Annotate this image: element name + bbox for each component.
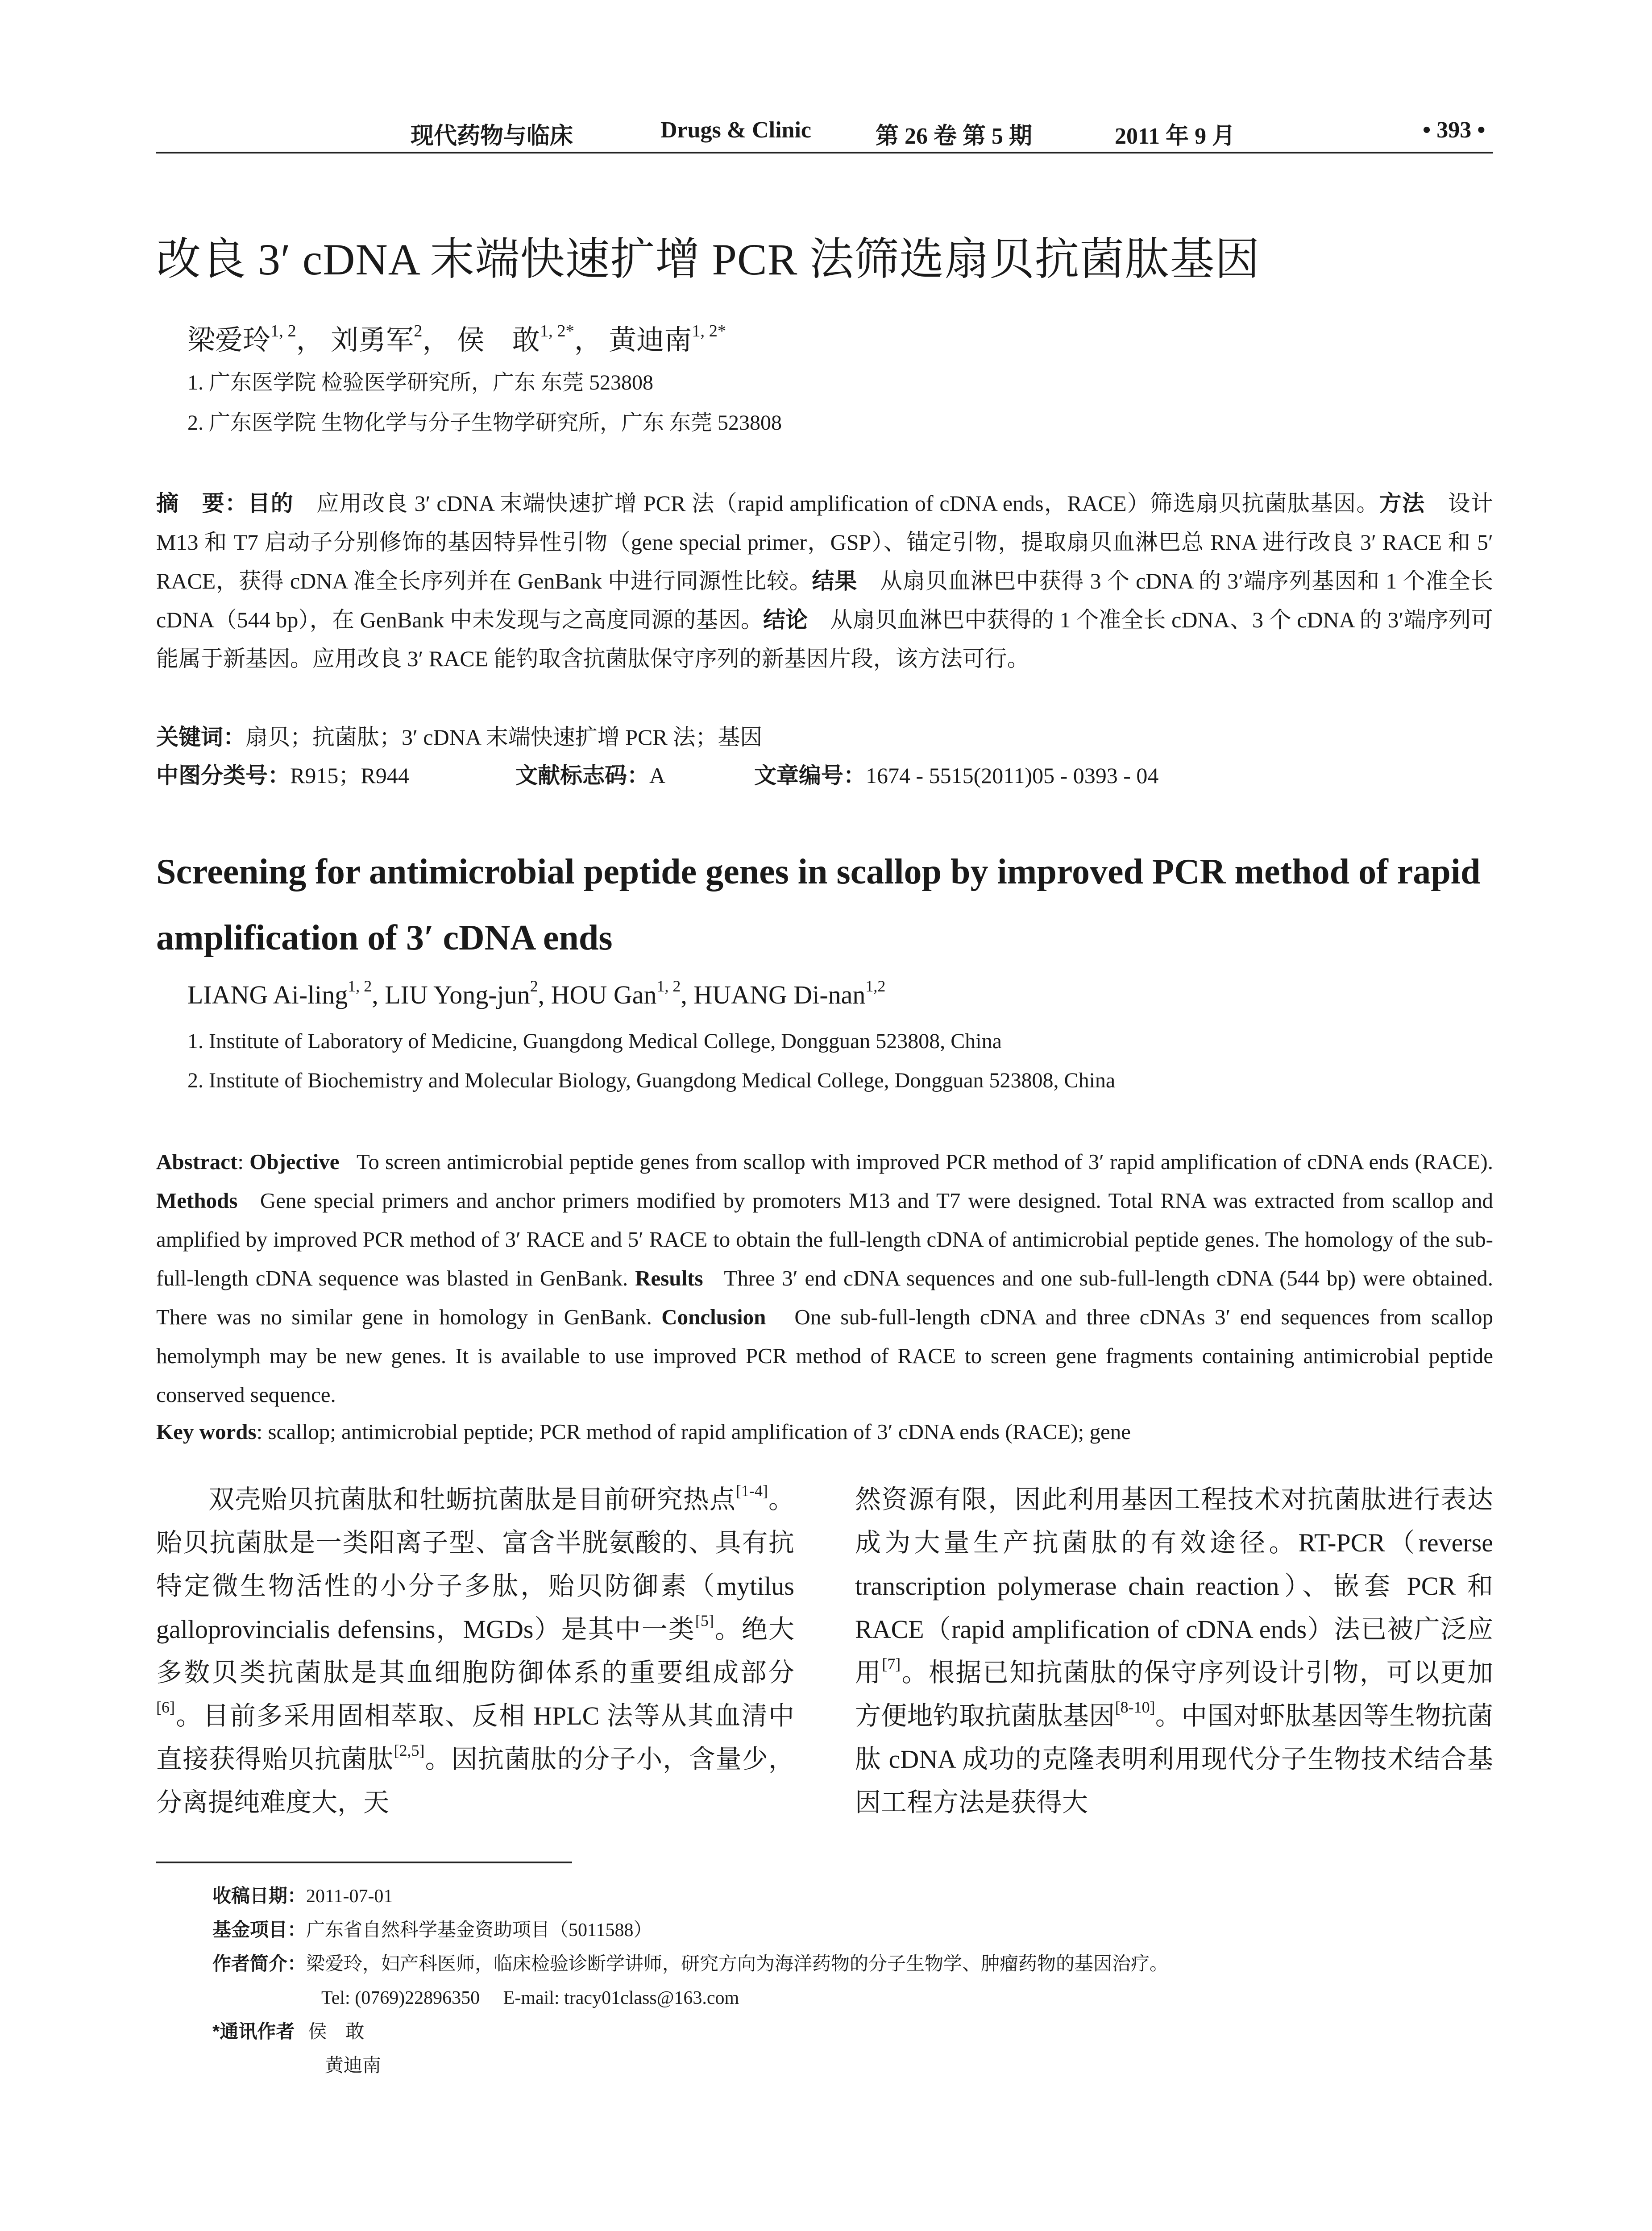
keywords-en: Key words: scallop; antimicrobial peptide; PCR method of rapid amplification of 3′ cDNA ends (RACE); gene bbox=[156, 1419, 1131, 1444]
citation: [6] bbox=[156, 1698, 175, 1717]
methods-text: 设计 M13 和 T7 启动子分别修饰的基因特异性引物（gene special primer，GSP）、锚定引物，提取扇贝血淋巴总 RNA 进行改良 3′ RACE 和 5′ RACE，获得 cDNA 准全长序列并在 GenBank 中进行同源性比较。 bbox=[156, 491, 1494, 593]
bio-label: 作者简介： bbox=[212, 1953, 307, 1974]
affiliation-en-1: 1. Institute of Laboratory of Medicine, Guangdong Medical College, Dongguan 523808, China bbox=[187, 1029, 1002, 1053]
objective-label: 目的 bbox=[248, 491, 294, 516]
document-code bbox=[515, 758, 665, 790]
received-label: 收稿日期： bbox=[212, 1885, 307, 1906]
article-number-value: 1674 - 5515(2011)05 - 0393 - 04 bbox=[866, 763, 1159, 788]
footnote-rule bbox=[156, 1862, 572, 1863]
authors-cn: 梁爱玲$^{1, 2}$， 刘勇军$^2$， 侯 敢$^{1, 2*}$， 黄迪南$^{1, 2*}$ bbox=[187, 322, 726, 356]
body-column-right bbox=[855, 1478, 1493, 1824]
body-text: 。中国对虾肽基因等生物抗菌肽 cDNA 成功的克隆表明利用现代分子生物技术结合基因工程方法是获得大 bbox=[855, 1701, 1493, 1817]
keywords-label: 关键词： bbox=[156, 725, 245, 750]
author-name: 黄迪南 bbox=[609, 325, 692, 356]
body-text: 双壳贻贝抗菌肽和牡蛎抗菌肽是目前研究热点 bbox=[208, 1485, 736, 1514]
objective-label: Objective bbox=[249, 1149, 340, 1174]
results-label: Results bbox=[635, 1266, 703, 1290]
doc-code-label: 文献标志码： bbox=[515, 763, 649, 788]
bio-text: 梁爱玲，妇产科医师，临床检验诊断学讲师，研究方向为海洋药物的分子生物学、肿瘤药物的基因治疗。 bbox=[306, 1954, 1169, 1974]
abstract-en: Abstract: Objective To screen antimicrobial peptide genes from scallop with improved PCR method of 3′ rapid amplification of cDNA ends (RACE). Methods Gene special primers and anchor primers modified by promoters M13 and T7 were designed. Total RNA was extracted from scallop and amplified by improved PCR method of 3′ RACE and 5′ RACE to obtain the full-length cDNA of antimicrobial peptide genes. The homology of the sub-full-length cDNA sequence was blasted in GenBank. Results Three 3′ end cDNA sequences and one sub-full-length cDNA (544 bp) were obtained. There was no similar gene in homology in GenBank. Conclusion One sub-full-length cDNA and three cDNAs 3′ end sequences from scallop hemolymph may be new genes. It is available to use improved PCR method of RACE to screen gene fragments containing antimicrobial peptide conserved sequence. bbox=[156, 1149, 1494, 1407]
author-affiliation-mark: 1, 2* bbox=[540, 322, 574, 341]
body-text: 。贻贝抗菌肽是一类阳离子型、富含半胱氨酸的、具有抗特定微生物活性的小分子多肽，贻贝防御素（mytilus galloprovincialis defensins，MGDs）是其中一类 bbox=[156, 1485, 794, 1644]
results-label: 结果 bbox=[812, 568, 858, 593]
received-date: 2011-07-01 bbox=[306, 1886, 393, 1907]
article-number bbox=[754, 758, 1158, 790]
conclusion-label: 结论 bbox=[763, 607, 808, 632]
corresponding-author-1: 侯 敢 bbox=[308, 2022, 365, 2042]
classification-cn bbox=[156, 758, 409, 790]
author-affiliation-mark: 1, 2 bbox=[656, 977, 681, 995]
volume-issue: 第 26 卷 第 5 期 bbox=[876, 124, 1033, 149]
body-text: 。目前多采用固相萃取、反相 HPLC 法等从其血清中直接获得贻贝抗菌肽 bbox=[156, 1701, 794, 1774]
author-name: 梁爱玲 bbox=[187, 325, 271, 356]
citation: [1-4] bbox=[736, 1482, 768, 1500]
title-en: Screening for antimicrobial peptide genes in scallop by improved PCR method of rapid amplification of 3′ cDNA ends bbox=[156, 852, 1481, 958]
clc-label: 中图分类号： bbox=[156, 763, 290, 788]
methods-text: Gene special primers and anchor primers modified by promoters M13 and T7 were designed. Total RNA was extracted from scallop and amplified by improved PCR method of 3′ RACE and 5′ RACE to obtain the full-length cDNA of antimicrobial peptide genes. The homology of the sub-full-length cDNA sequence was blasted in GenBank. bbox=[156, 1188, 1493, 1290]
authors-en: LIANG Ai-ling$^{1, 2}$, LIU Yong-jun$^2$, HOU Gan$^{1, 2}$, HUANG Di-nan$^{1,2}$ bbox=[187, 977, 886, 1009]
conclusion-text: 从扇贝血淋巴中获得的 1 个准全长 cDNA、3 个 cDNA 的 3′端序列可能属于新基因。应用改良 3′ RACE 能钓取含抗菌肽保守序列的新基因片段，该方法可行。 bbox=[156, 607, 1494, 671]
author-name: LIU Yong-jun bbox=[385, 980, 530, 1009]
results-text: Three 3′ end cDNA sequences and one sub-full-length cDNA (544 bp) were obtained. There was no similar gene in homology in GenBank. bbox=[156, 1266, 1493, 1329]
fund-text: 广东省自然科学基金资助项目（5011588） bbox=[306, 1920, 652, 1941]
author-name: LIANG Ai-ling bbox=[187, 980, 348, 1009]
author-affiliation-mark: 2 bbox=[530, 977, 538, 995]
header-rule bbox=[156, 152, 1493, 153]
corresponding-label: *通讯作者 bbox=[212, 2021, 295, 2042]
body-text: 。因抗菌肽的分子小，含量少，分离提纯难度大，天 bbox=[156, 1745, 794, 1817]
conclusion-label: Conclusion bbox=[661, 1305, 766, 1329]
body-text: 。根据已知抗菌肽的保守序列设计引物，可以更加方便地钓取抗菌肽基因 bbox=[855, 1658, 1493, 1730]
body-column-left bbox=[156, 1478, 794, 1824]
author-affiliation-mark: 2 bbox=[414, 322, 423, 341]
doc-code-value: A bbox=[649, 763, 666, 788]
footnote-author-bio bbox=[212, 1949, 1168, 1976]
methods-label: Methods bbox=[156, 1188, 238, 1213]
corresponding-author-2: 黄迪南 bbox=[325, 2056, 382, 2076]
affiliation-cn-1: 1. 广东医学院 检验医学研究所，广东 东莞 523808 bbox=[187, 371, 654, 394]
footnote-received bbox=[212, 1881, 393, 1908]
keywords-text: 扇贝；抗菌肽；3′ cDNA 末端快速扩增 PCR 法；基因 bbox=[245, 725, 763, 750]
author-affiliation-mark: 1, 2* bbox=[692, 322, 726, 341]
conclusion-text: One sub-full-length cDNA and three cDNAs 3′ end sequences from scallop hemolymph may be new genes. It is available to use improved PCR method of RACE to screen gene fragments containing antimicrobial peptide conserved sequence. bbox=[156, 1305, 1494, 1407]
affiliation-en-2: 2. Institute of Biochemistry and Molecular Biology, Guangdong Medical College, Dongguan 523808, China bbox=[187, 1069, 1116, 1092]
keywords-text: scallop; antimicrobial peptide; PCR method of rapid amplification of 3′ cDNA ends (RACE); gene bbox=[268, 1419, 1131, 1444]
author-affiliation-mark: 1, 2 bbox=[348, 977, 372, 995]
journal-name-cn: 现代药物与临床 bbox=[411, 122, 573, 149]
keywords-label: Key words bbox=[156, 1419, 257, 1444]
objective-text: 应用改良 3′ cDNA 末端快速扩增 PCR 法（rapid amplification of cDNA ends，RACE）筛选扇贝抗菌肽基因。 bbox=[316, 491, 1379, 516]
keywords-cn bbox=[156, 719, 762, 751]
footnote-corresponding bbox=[212, 2017, 364, 2044]
methods-label: 方法 bbox=[1379, 491, 1425, 516]
author-affiliation-mark: 1, 2 bbox=[270, 322, 296, 341]
page-number: • 393 • bbox=[1423, 117, 1486, 143]
citation: [5] bbox=[695, 1612, 714, 1630]
abstract-label: Abstract bbox=[156, 1149, 238, 1174]
objective-text: To screen antimicrobial peptide genes from scallop with improved PCR method of 3′ rapid amplification of cDNA ends (RACE). bbox=[356, 1149, 1493, 1174]
results-text: 从扇贝血淋巴中获得 3 个 cDNA 的 3′端序列基因和 1 个准全长 cDNA（544 bp），在 GenBank 中未发现与之高度同源的基因。 bbox=[156, 568, 1494, 632]
issue-date: 2011 年 9 月 bbox=[1115, 124, 1236, 149]
affiliation-cn-2: 2. 广东医学院 生物化学与分子生物学研究所，广东 东莞 523808 bbox=[187, 411, 782, 435]
abstract-cn bbox=[156, 484, 1493, 678]
citation: [7] bbox=[882, 1655, 901, 1673]
author-name: HUANG Di-nan bbox=[693, 980, 866, 1009]
clc-number: R915；R944 bbox=[290, 763, 409, 788]
citation: [8-10] bbox=[1115, 1698, 1155, 1717]
fund-label: 基金项目： bbox=[212, 1919, 307, 1940]
author-name: HOU Gan bbox=[551, 980, 657, 1009]
title-cn: 改良 3′ cDNA 末端快速扩增 PCR 法筛选扇贝抗菌肽基因 bbox=[156, 235, 1260, 284]
author-name: 侯 敢 bbox=[457, 325, 540, 356]
running-header bbox=[156, 117, 1493, 148]
footnote-fund bbox=[212, 1915, 652, 1942]
journal-name-en: Drugs & Clinic bbox=[660, 117, 811, 143]
abstract-label: 摘 要： bbox=[156, 491, 248, 516]
footnote-contact: Tel: (0769)22896350 E-mail: tracy01class@163.com bbox=[321, 1988, 739, 2008]
citation: [2,5] bbox=[394, 1742, 425, 1760]
author-name: 刘勇军 bbox=[331, 325, 414, 356]
body-text: 然资源有限，因此利用基因工程技术对抗菌肽进行表达成为大量生产抗菌肽的有效途径。RT-PCR（reverse transcription polymerase chain reaction）、嵌套 PCR 和 RACE（rapid amplification of cDNA ends）法已被广泛应用 bbox=[855, 1485, 1493, 1687]
body-text: 。绝大多数贝类抗菌肽是其血细胞防御体系的重要组成部分 bbox=[156, 1615, 794, 1687]
article-number-label: 文章编号： bbox=[754, 763, 866, 788]
author-affiliation-mark: 1,2 bbox=[865, 977, 886, 995]
